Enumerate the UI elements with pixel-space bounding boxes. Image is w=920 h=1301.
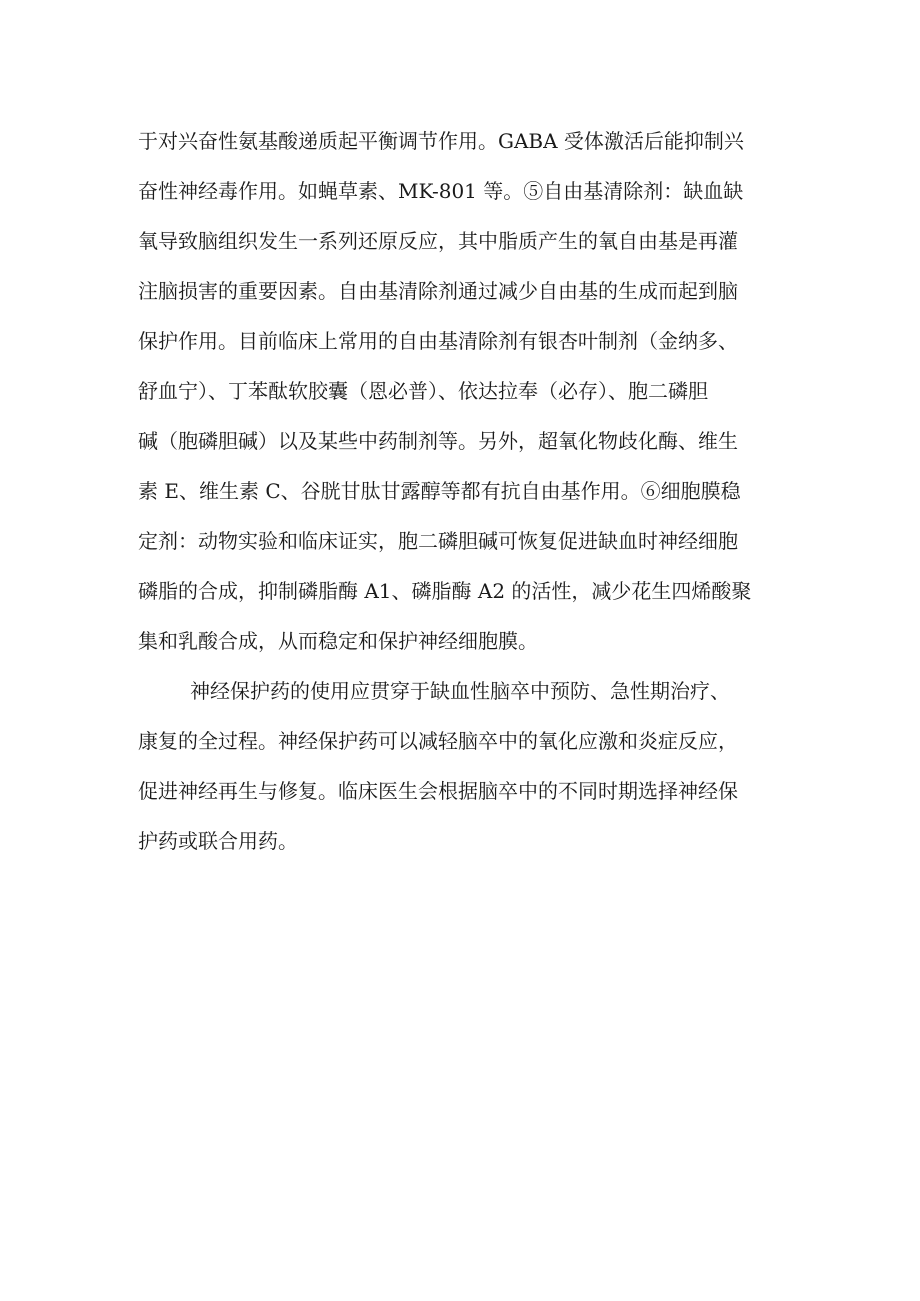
paragraph-1-line-6: 舒血宁）、丁苯酞软胶囊（恩必普）、依达拉奉（必存）、胞二磷胆 [138,379,708,403]
paragraph-1-line-5: 保护作用。目前临床上常用的自由基清除剂有银杏叶制剂（金纳多、 [138,329,738,353]
paragraph-1-line-4: 注脑损害的重要因素。自由基清除剂通过减少自由基的生成而起到脑 [138,279,738,303]
paragraph-1-line-7: 碱（胞磷胆碱）以及某些中药制剂等。另外，超氧化物歧化酶、维生 [138,429,738,453]
paragraph-1-line-8: 素 E、维生素 C、谷胱甘肽甘露醇等都有抗自由基作用。⑥细胞膜稳 [138,479,741,503]
paragraph-1-line-1: 于对兴奋性氨基酸递质起平衡调节作用。GABA 受体激活后能抑制兴 [138,129,744,153]
paragraph-2-line-1: 神经保护药的使用应贯穿于缺血性脑卒中预防、急性期治疗、 [190,679,730,703]
paragraph-1-line-3: 氧导致脑组织发生一系列还原反应，其中脂质产生的氧自由基是再灌 [138,229,738,253]
paragraph-1-line-10: 磷脂的合成，抑制磷脂酶 A1、磷脂酶 A2 的活性，减少花生四烯酸聚 [138,579,752,603]
paragraph-1-line-2: 奋性神经毒作用。如蝇草素、MK-801 等。⑤自由基清除剂：缺血缺 [138,179,744,203]
paragraph-2-line-2: 康复的全过程。神经保护药可以减轻脑卒中的氧化应激和炎症反应， [138,729,738,753]
paragraph-1-line-9: 定剂：动物实验和临床证实，胞二磷胆碱可恢复促进缺血时神经细胞 [138,529,738,553]
paragraph-1-line-11: 集和乳酸合成，从而稳定和保护神经细胞膜。 [138,629,538,653]
paragraph-2-line-3: 促进神经再生与修复。临床医生会根据脑卒中的不同时期选择神经保 [138,779,738,803]
paragraph-2-line-4: 护药或联合用药。 [138,829,298,853]
